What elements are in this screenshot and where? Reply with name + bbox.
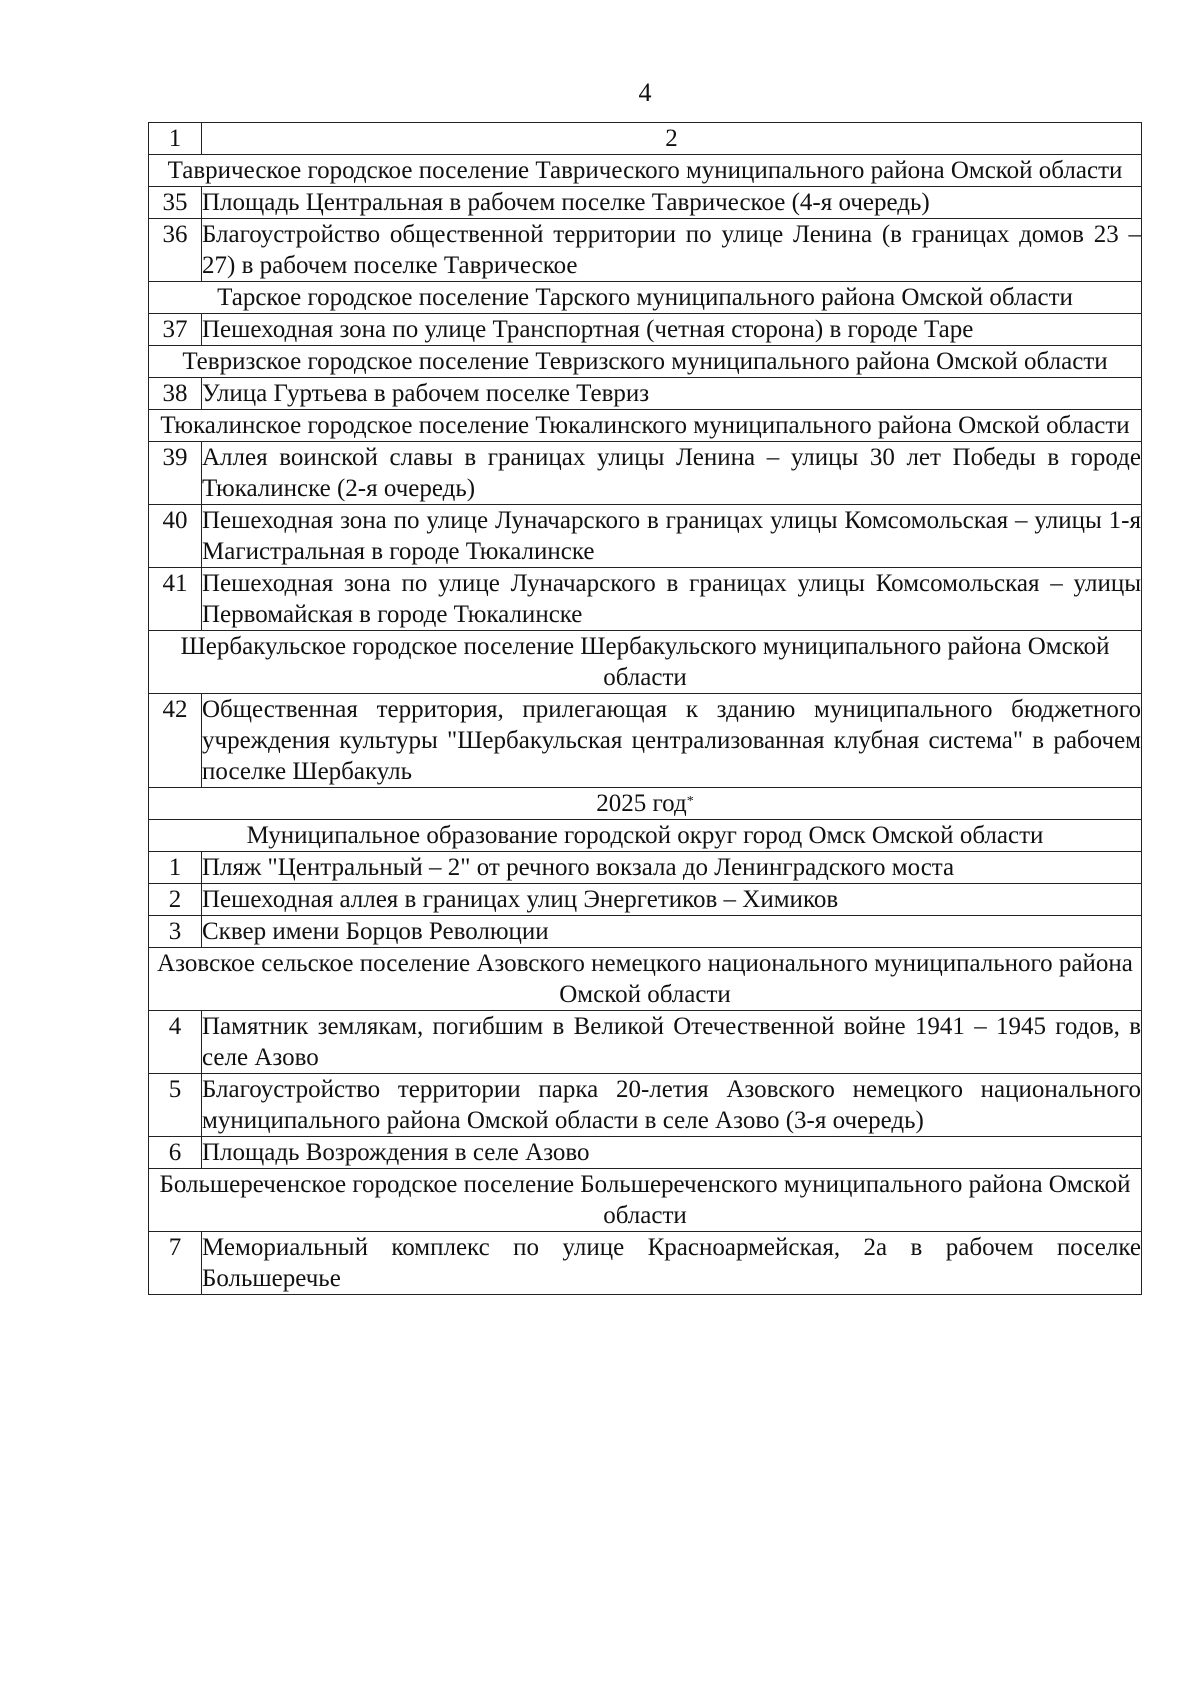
row-number: 40 [149,505,202,568]
column-header-2: 2 [202,123,1142,155]
section-tara: Тарское городское поселение Тарского муниципального района Омской области [149,282,1142,314]
row-text: Благоустройство территории парка 20-летия Азовского немецкого национального муниципального района Омской области в селе Азово (3-я очередь) [202,1074,1142,1137]
year-row [149,788,1142,820]
row-text: Улица Гуртьева в рабочем поселке Тевриз [202,378,1142,410]
table-row [149,916,1142,948]
row-number: 1 [149,852,202,884]
row-text: Пешеходная зона по улице Транспортная (четная сторона) в городе Таре [202,314,1142,346]
section-row [149,1169,1142,1232]
table-row [149,187,1142,219]
footnote-mark: * [686,794,694,809]
row-number: 41 [149,568,202,631]
section-tyukalinsk: Тюкалинское городское поселение Тюкалинского муниципального района Омской области [149,410,1142,442]
section-row [149,820,1142,852]
territories-table [148,122,1142,1295]
row-text: Аллея воинской славы в границах улицы Ленина – улицы 30 лет Победы в городе Тюкалинске (2-я очередь) [202,442,1142,505]
table-header-row [149,123,1142,155]
row-text: Пляж "Центральный – 2" от речного вокзала до Ленинградского моста [202,852,1142,884]
table-row [149,219,1142,282]
row-text: Площадь Возрождения в селе Азово [202,1137,1142,1169]
section-row [149,346,1142,378]
row-number: 6 [149,1137,202,1169]
row-number: 42 [149,694,202,788]
row-number: 36 [149,219,202,282]
year-heading [149,788,1142,820]
row-text: Пешеходная аллея в границах улиц Энергетиков – Химиков [202,884,1142,916]
row-number: 37 [149,314,202,346]
section-row [149,948,1142,1011]
row-number: 2 [149,884,202,916]
table-row [149,1137,1142,1169]
row-number: 5 [149,1074,202,1137]
row-text: Благоустройство общественной территории по улице Ленина (в границах домов 23 – 27) в рабочем поселке Таврическое [202,219,1142,282]
section-taurich: Таврическое городское поселение Таврического муниципального района Омской области [149,155,1142,187]
section-azovo: Азовское сельское поселение Азовского немецкого национального муниципального района Омской области [149,948,1142,1011]
table-row [149,1232,1142,1295]
row-text: Пешеходная зона по улице Луначарского в границах улицы Комсомольская – улицы Первомайская в городе Тюкалинске [202,568,1142,631]
section-row [149,282,1142,314]
section-row [149,631,1142,694]
row-text: Сквер имени Борцов Революции [202,916,1142,948]
table-row [149,314,1142,346]
row-number: 35 [149,187,202,219]
table-row [149,852,1142,884]
section-omsk: Муниципальное образование городской округ город Омск Омской области [149,820,1142,852]
table-row [149,1074,1142,1137]
table-row [149,505,1142,568]
table-row [149,568,1142,631]
row-text: Пешеходная зона по улице Луначарского в границах улицы Комсомольская – улицы 1-я Магистральная в городе Тюкалинске [202,505,1142,568]
table-row [149,442,1142,505]
row-text: Памятник землякам, погибшим в Великой Отечественной войне 1941 – 1945 годов, в селе Азово [202,1011,1142,1074]
year-heading-text: 2025 год [596,790,687,817]
row-text: Общественная территория, прилегающая к зданию муниципального бюджетного учреждения культуры "Шербакульская централизованная клубная система" в рабочем поселке Шербакуль [202,694,1142,788]
section-row [149,410,1142,442]
table-row [149,1011,1142,1074]
row-number: 7 [149,1232,202,1295]
row-number: 4 [149,1011,202,1074]
section-tevriz: Тевризское городское поселение Тевризского муниципального района Омской области [149,346,1142,378]
table-row [149,884,1142,916]
table-row [149,694,1142,788]
page-number: 4 [638,78,652,107]
section-sherbakul: Шербакульское городское поселение Шербакульского муниципального района Омской области [149,631,1142,694]
row-text: Мемориальный комплекс по улице Красноармейская, 2а в рабочем поселке Большеречье [202,1232,1142,1295]
column-header-1: 1 [149,123,202,155]
row-number: 38 [149,378,202,410]
row-text: Площадь Центральная в рабочем поселке Таврическое (4-я очередь) [202,187,1142,219]
section-row [149,155,1142,187]
row-number: 39 [149,442,202,505]
table-row [149,378,1142,410]
section-bolsherechye: Большереченское городское поселение Большереченского муниципального района Омской области [149,1169,1142,1232]
row-number: 3 [149,916,202,948]
